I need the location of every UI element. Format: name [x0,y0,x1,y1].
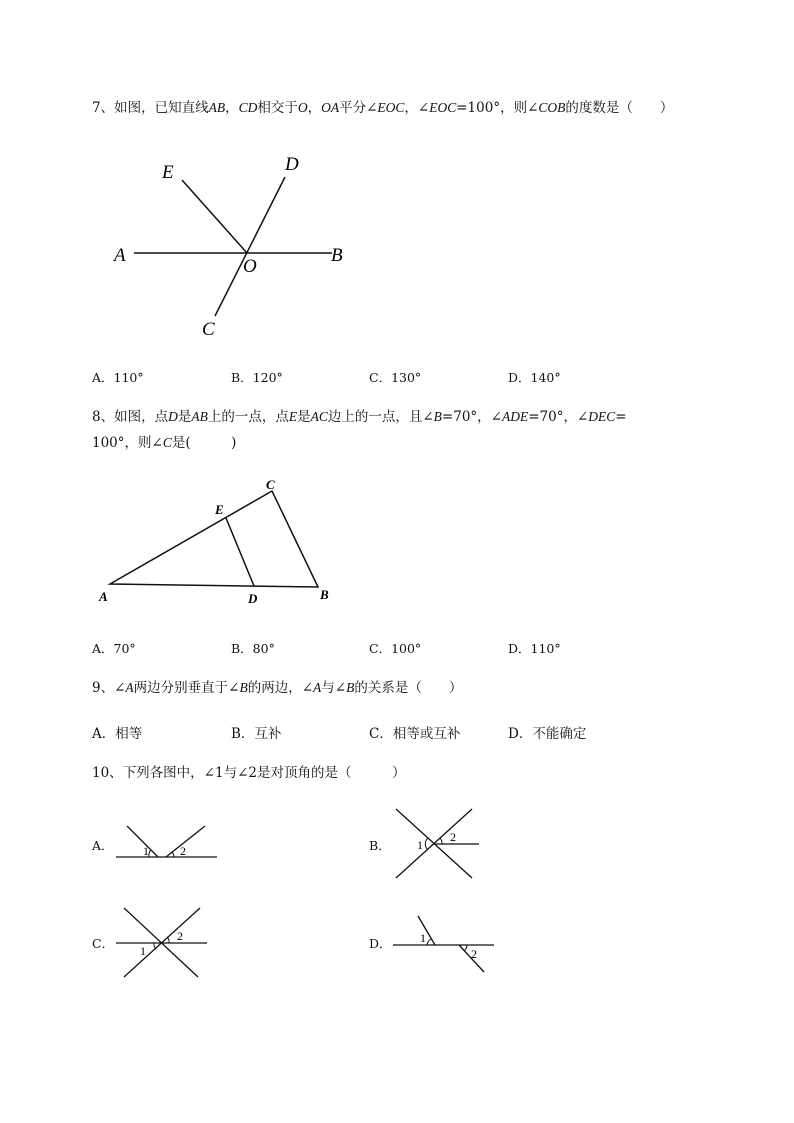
q10-option-a-letter[interactable]: A． [92,838,114,853]
q8-option-c[interactable]: C．100° [369,641,422,656]
q8-stem-line1: 8、如图，点D是AB上的一点，点E是AC边上的一点，且∠B=70°，∠ADE=70°，∠DEC= [92,409,627,425]
q7-label-c: C [202,319,215,340]
q10b-angle-1: 1 [417,838,423,852]
q9-option-b[interactable]: B．互补 [231,726,282,742]
q8-label-d: D [248,591,258,606]
q7-stem: 7、如图，已知直线AB，CD相交于O，OA平分∠EOC，∠EOC=100°，则∠COB的度数是（ ） [92,100,674,116]
q8-option-a[interactable]: A．70° [92,641,136,656]
q7-label-a: A [114,245,126,266]
q8-option-d[interactable]: D．110° [508,641,561,656]
q8-label-c: C [266,477,275,492]
q10c-angle-2: 2 [177,929,183,943]
q7-option-c[interactable]: C．130° [369,370,422,385]
q7-option-d[interactable]: D．140° [508,370,561,385]
q10d-angle-1: 1 [420,931,426,945]
q7-label-d: D [285,154,299,175]
q7-label-e: E [162,162,174,183]
q7-option-b[interactable]: B．120° [231,370,283,385]
q10-stem: 10、下列各图中，∠1与∠2是对顶角的是（ ） [92,765,406,781]
q8-option-b[interactable]: B．80° [231,641,275,656]
q10c-angle-1: 1 [140,944,146,958]
q10b-angle-2: 2 [450,830,456,844]
q8-label-e: E [215,502,224,517]
q7-label-b: B [331,245,343,266]
q9-option-c[interactable]: C．相等或互补 [369,726,461,742]
q10a-angle-2: 2 [180,844,186,858]
q8-label-a: A [99,589,108,604]
q9-stem: 9、∠A两边分别垂直于∠B的两边，∠A与∠B的关系是（ ） [92,680,463,696]
q9-option-a[interactable]: A．相等 [92,726,143,742]
q10d-angle-2: 2 [471,947,477,961]
q8-stem-line2: 100°，则∠C是( ) [92,435,237,451]
q7-label-o: O [243,256,257,277]
q10-option-c-letter[interactable]: C． [92,936,115,951]
q10a-angle-1: 1 [143,844,149,858]
q10-option-d-letter[interactable]: D． [369,936,392,951]
q9-option-d[interactable]: D．不能确定 [508,726,587,742]
q7-option-a[interactable]: A．110° [92,370,144,385]
q8-label-b: B [320,587,329,602]
q10-option-b-letter[interactable]: B． [369,838,391,853]
